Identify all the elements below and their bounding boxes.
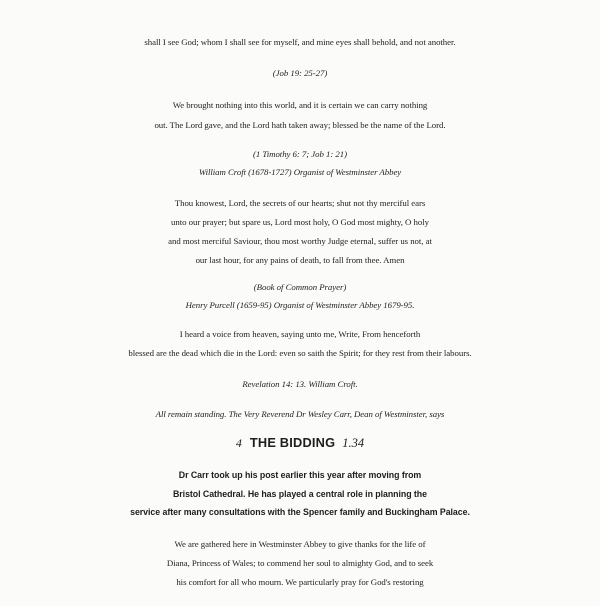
- revelation-line-1: I heard a voice from heaven, saying unto me, Write, From henceforth: [179, 329, 421, 339]
- purcell-composer-credit: Henry Purcell (1659-95) Organist of Westminster Abbey 1679-95.: [185, 300, 415, 310]
- track-duration: 1.34: [342, 436, 365, 450]
- job-reference: (Job 19: 25-27): [272, 68, 328, 78]
- timothy-text-line-2: out. The Lord gave, and the Lord hath taken away; blessed be the name of the Lord.: [154, 120, 446, 130]
- note-line-3: service after many consultations with the Spencer family and Buckingham Palace.: [130, 507, 470, 517]
- prayer-reference: (Book of Common Prayer): [253, 282, 347, 292]
- bidding-text-line-2: Diana, Princess of Wales; to commend her soul to almighty God, and to seek: [166, 558, 434, 568]
- bidding-text-line-3: his comfort for all who mourn. We particularly pray for God's restoring: [176, 577, 424, 587]
- prayer-line-4: our last hour, for any pains of death, to fall from thee. Amen: [195, 255, 405, 265]
- revelation-line-2: blessed are the dead which die in the Lord: even so saith the Spirit; for they rest from their labours.: [128, 348, 472, 358]
- prayer-line-3: and most merciful Saviour, thou most worthy Judge eternal, suffer us not, at: [168, 236, 432, 246]
- prayer-line-1: Thou knowest, Lord, the secrets of our hearts; shut not thy merciful ears: [174, 198, 426, 208]
- revelation-reference: Revelation 14: 13. William Croft.: [242, 379, 358, 389]
- bidding-text-line-1: We are gathered here in Westminster Abbey to give thanks for the life of: [174, 539, 426, 549]
- track-number: 4: [235, 436, 242, 450]
- timothy-text-line-1: We brought nothing into this world, and it is certain we can carry nothing: [172, 100, 428, 110]
- bidding-title: THE BIDDING: [249, 435, 336, 450]
- timothy-reference: (1 Timothy 6: 7; Job 1: 21): [253, 149, 347, 159]
- croft-composer-credit: William Croft (1678-1727) Organist of Westminster Abbey: [198, 167, 402, 177]
- bidding-heading: [0, 433, 600, 453]
- rubric-text: All remain standing. The Very Reverend Dr Wesley Carr, Dean of Westminster, says: [155, 409, 445, 419]
- job-text-line: shall I see God; whom I shall see for myself, and mine eyes shall behold, and not another.: [144, 37, 456, 47]
- note-line-1: Dr Carr took up his post earlier this year after moving from: [178, 470, 422, 480]
- prayer-line-2: unto our prayer; but spare us, Lord most holy, O God most mighty, O holy: [171, 217, 429, 227]
- note-line-2: Bristol Cathedral. He has played a central role in planning the: [173, 489, 427, 499]
